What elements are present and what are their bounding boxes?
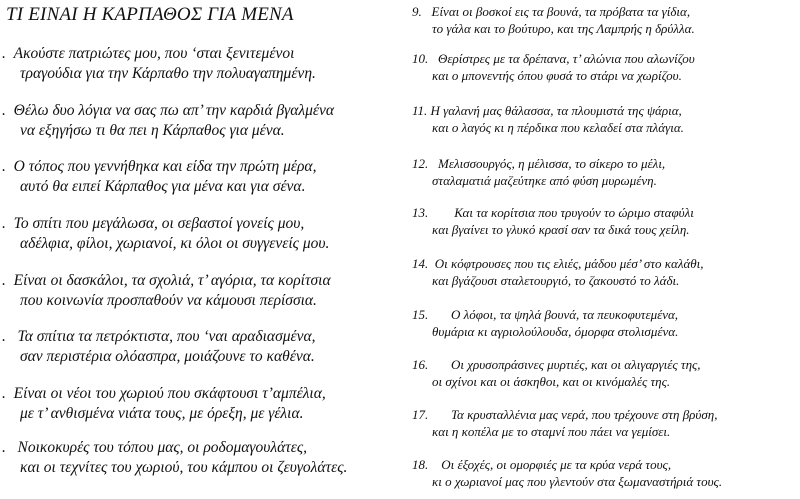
poem-title: ΤΙ ΕΙΝΑΙ Η ΚΑΡΠΑΘΟΣ ΓΙΑ ΜΕΝΑ: [6, 4, 294, 25]
stanza-12: [412, 155, 665, 189]
stanza-marker: .: [2, 215, 6, 232]
stanza-line: [412, 473, 722, 490]
stanza-line-text: Θερίστρες με τα δρέπανα, τ’ αλώνια που αλωνίζου: [438, 51, 695, 66]
stanza-line-text: οι σχίνοι και οι άσκηθοι, και οι κινόμαλές της.: [432, 374, 671, 389]
stanza-line-text: Ακούστε πατριώτες μου, που ‘σται ξενιτεμένοι: [13, 45, 295, 62]
stanza-5: [2, 271, 331, 311]
stanza-line: [2, 121, 334, 141]
stanza-9: [412, 3, 695, 37]
stanza-line: [2, 404, 326, 424]
stanza-line: [2, 64, 316, 84]
stanza-marker: .: [2, 158, 6, 175]
stanza-line-text: Οι χρυσοπράσινες μυρτιές, και οι αλιγαργιές της,: [451, 357, 701, 372]
stanza-line: [412, 20, 695, 37]
stanza-line-text: Θέλω δυο λόγια να σας πω απ’ την καρδιά βγαλμένα: [13, 102, 335, 119]
stanza-line: [412, 373, 701, 390]
stanza-line: [2, 214, 329, 234]
stanza-line: [2, 458, 347, 478]
stanza-14: [412, 255, 704, 289]
stanza-line: [412, 204, 694, 221]
stanza-number: 18.: [412, 457, 429, 472]
stanza-line-text: Τα κρυσταλλένια μας νερά, που τρέχουνε στη βρύση,: [451, 407, 718, 422]
stanza-line: [412, 306, 678, 323]
stanza-number: 17.: [412, 407, 429, 422]
stanza-line: [2, 327, 316, 347]
stanza-line: [2, 234, 329, 254]
stanza-line: [412, 323, 678, 340]
stanza-line: [412, 356, 701, 373]
stanza-line: [412, 119, 684, 136]
stanza-line-text: και βγαίνει το γλυκό κρασί σαν τα δικά τους χείλη.: [432, 222, 690, 237]
stanza-line-text: Ο τόπος που γεννήθηκα και είδα την πρώτη μέρα,: [13, 158, 317, 175]
stanza-line-text: σαν περιστέρια ολόασπρα, μοιάζουνε το καθένα.: [20, 348, 315, 365]
stanza-line-text: και ο λαγός κι η πέρδικα που κελαδεί στα πλάγια.: [432, 120, 684, 135]
stanza-marker: .: [2, 385, 6, 402]
stanza-number: 15.: [412, 307, 429, 322]
stanza-line: [2, 157, 316, 177]
stanza-line: [412, 406, 717, 423]
stanza-18: [412, 456, 722, 490]
stanza-line: [412, 102, 684, 119]
stanza-number: 10.: [412, 51, 429, 66]
stanza-line-text: που κοινωνία προσπαθούν να κάμουσι περίσσια.: [20, 292, 317, 309]
stanza-line: [2, 347, 316, 367]
stanza-line-text: να εξηγήσω τι θα πει η Κάρπαθος για μένα.: [20, 122, 285, 139]
stanza-15: [412, 306, 678, 340]
stanza-line: [2, 291, 331, 311]
stanza-number: 14.: [412, 256, 429, 271]
stanza-16: [412, 356, 701, 390]
stanza-line: [412, 67, 695, 84]
stanza-number: 12.: [412, 156, 429, 171]
stanza-line-text: το γάλα και το βούτυρο, και της Λαμπρής η δρύλλα.: [432, 21, 695, 36]
stanza-line: [2, 177, 316, 197]
stanza-line-text: Μελισσουργός, η μέλισσα, το σίκερο το μέλι,: [438, 156, 666, 171]
stanza-line: [2, 438, 347, 458]
stanza-line: [412, 155, 665, 172]
stanza-line: [412, 221, 694, 238]
stanza-line: [412, 50, 695, 67]
stanza-line-text: και οι τεχνίτες του χωριού, του κάμπου οι ζευγολάτες.: [20, 459, 348, 476]
stanza-line-text: Είναι οι νέοι του χωριού που σκάφτουσι τ’αμπέλια,: [13, 385, 326, 402]
stanza-line-text: κι ο χωριανοί μας που γλεντούν στα ξωμαναστήριά τους.: [432, 474, 723, 489]
stanza-line: [412, 423, 717, 440]
stanza-marker: .: [2, 272, 6, 289]
stanza-marker: .: [2, 45, 6, 62]
stanza-number: 11.: [412, 103, 428, 118]
stanza-7: [2, 384, 326, 424]
stanza-line-text: και η κοπέλα με το σταμνί που πάει να γεμίσει.: [432, 424, 671, 439]
stanza-8: [2, 438, 347, 478]
stanza-line-text: σταλαματιά μαζεύτηκε από φύση μυρωμένη.: [432, 173, 657, 188]
stanza-11: [412, 102, 684, 136]
stanza-line-text: αδέλφια, φίλοι, χωριανοί, κι όλοι οι συγγενείς μου.: [20, 235, 330, 252]
stanza-17: [412, 406, 717, 440]
stanza-line-text: Οι έξοχές, οι ομορφιές με τα κρύα νερά τους,: [441, 457, 672, 472]
stanza-line-text: Ο λόφοι, τα ψηλά βουνά, τα πευκοφυτεμένα,: [451, 307, 679, 322]
stanza-4: [2, 214, 329, 254]
stanza-number: 16.: [412, 357, 429, 372]
stanza-line-text: και βγάζουσι σταλετουργιό, το ζακουστό το λάδι.: [432, 273, 680, 288]
stanza-line-text: τραγούδια για την Κάρπαθο την πολυαγαπημένη.: [20, 65, 316, 82]
stanza-line-text: και ο μπονεντής όπου φυσά το στάρι να χωρίζου.: [432, 68, 682, 83]
stanza-13: [412, 204, 694, 238]
stanza-number: 13.: [412, 205, 429, 220]
stanza-10: [412, 50, 695, 84]
stanza-2: [2, 101, 334, 141]
stanza-line: [412, 255, 704, 272]
stanza-line-text: Οι κόφτρουσες που τις ελιές, μάδου μέσ’ στο καλάθι,: [434, 256, 704, 271]
stanza-line: [412, 3, 695, 20]
stanza-line-text: Είναι οι δασκάλοι, τα σχολιά, τ’ αγόρια, τα κορίτσια: [13, 272, 331, 289]
stanza-line: [412, 456, 722, 473]
stanza-line-text: Το σπίτι που μεγάλωσα, οι σεβαστοί γονείς μου,: [13, 215, 305, 232]
stanza-line: [2, 271, 331, 291]
stanza-line-text: Τα σπίτια τα πετρόκτιστα, που ‘ναι αραδιασμένα,: [17, 328, 316, 345]
stanza-marker: .: [2, 439, 6, 456]
stanza-line: [2, 101, 334, 121]
stanza-line: [2, 44, 316, 64]
stanza-1: [2, 44, 316, 84]
stanza-line-text: Η γαλανή μας θάλασσα, τα πλουμιστά της ψάρια,: [430, 103, 682, 118]
stanza-line: [412, 272, 704, 289]
stanza-line: [2, 384, 326, 404]
stanza-line-text: αυτό θα ειπεί Κάρπαθος για μένα και για σένα.: [20, 178, 306, 195]
stanza-6: [2, 327, 316, 367]
stanza-number: 9.: [412, 4, 422, 19]
stanza-line-text: Είναι οι βοσκοί εις τα βουνά, τα πρόβατα τα γίδια,: [431, 4, 691, 19]
stanza-3: [2, 157, 316, 197]
stanza-line: [412, 172, 665, 189]
stanza-line-text: θυμάρια κι αγριολούλουδα, όμορφα στολισμένα.: [432, 324, 679, 339]
stanza-line-text: Και τα κορίτσια που τρυγούν το ώριμο σταφύλι: [454, 205, 694, 220]
stanza-marker: .: [2, 102, 6, 119]
stanza-marker: .: [2, 328, 6, 345]
stanza-line-text: Νοικοκυρές του τόπου μας, οι ροδομαγουλάτες,: [17, 439, 308, 456]
stanza-line-text: με τ’ ανθισμένα νιάτα τους, με όρεξη, με γέλια.: [20, 405, 304, 422]
